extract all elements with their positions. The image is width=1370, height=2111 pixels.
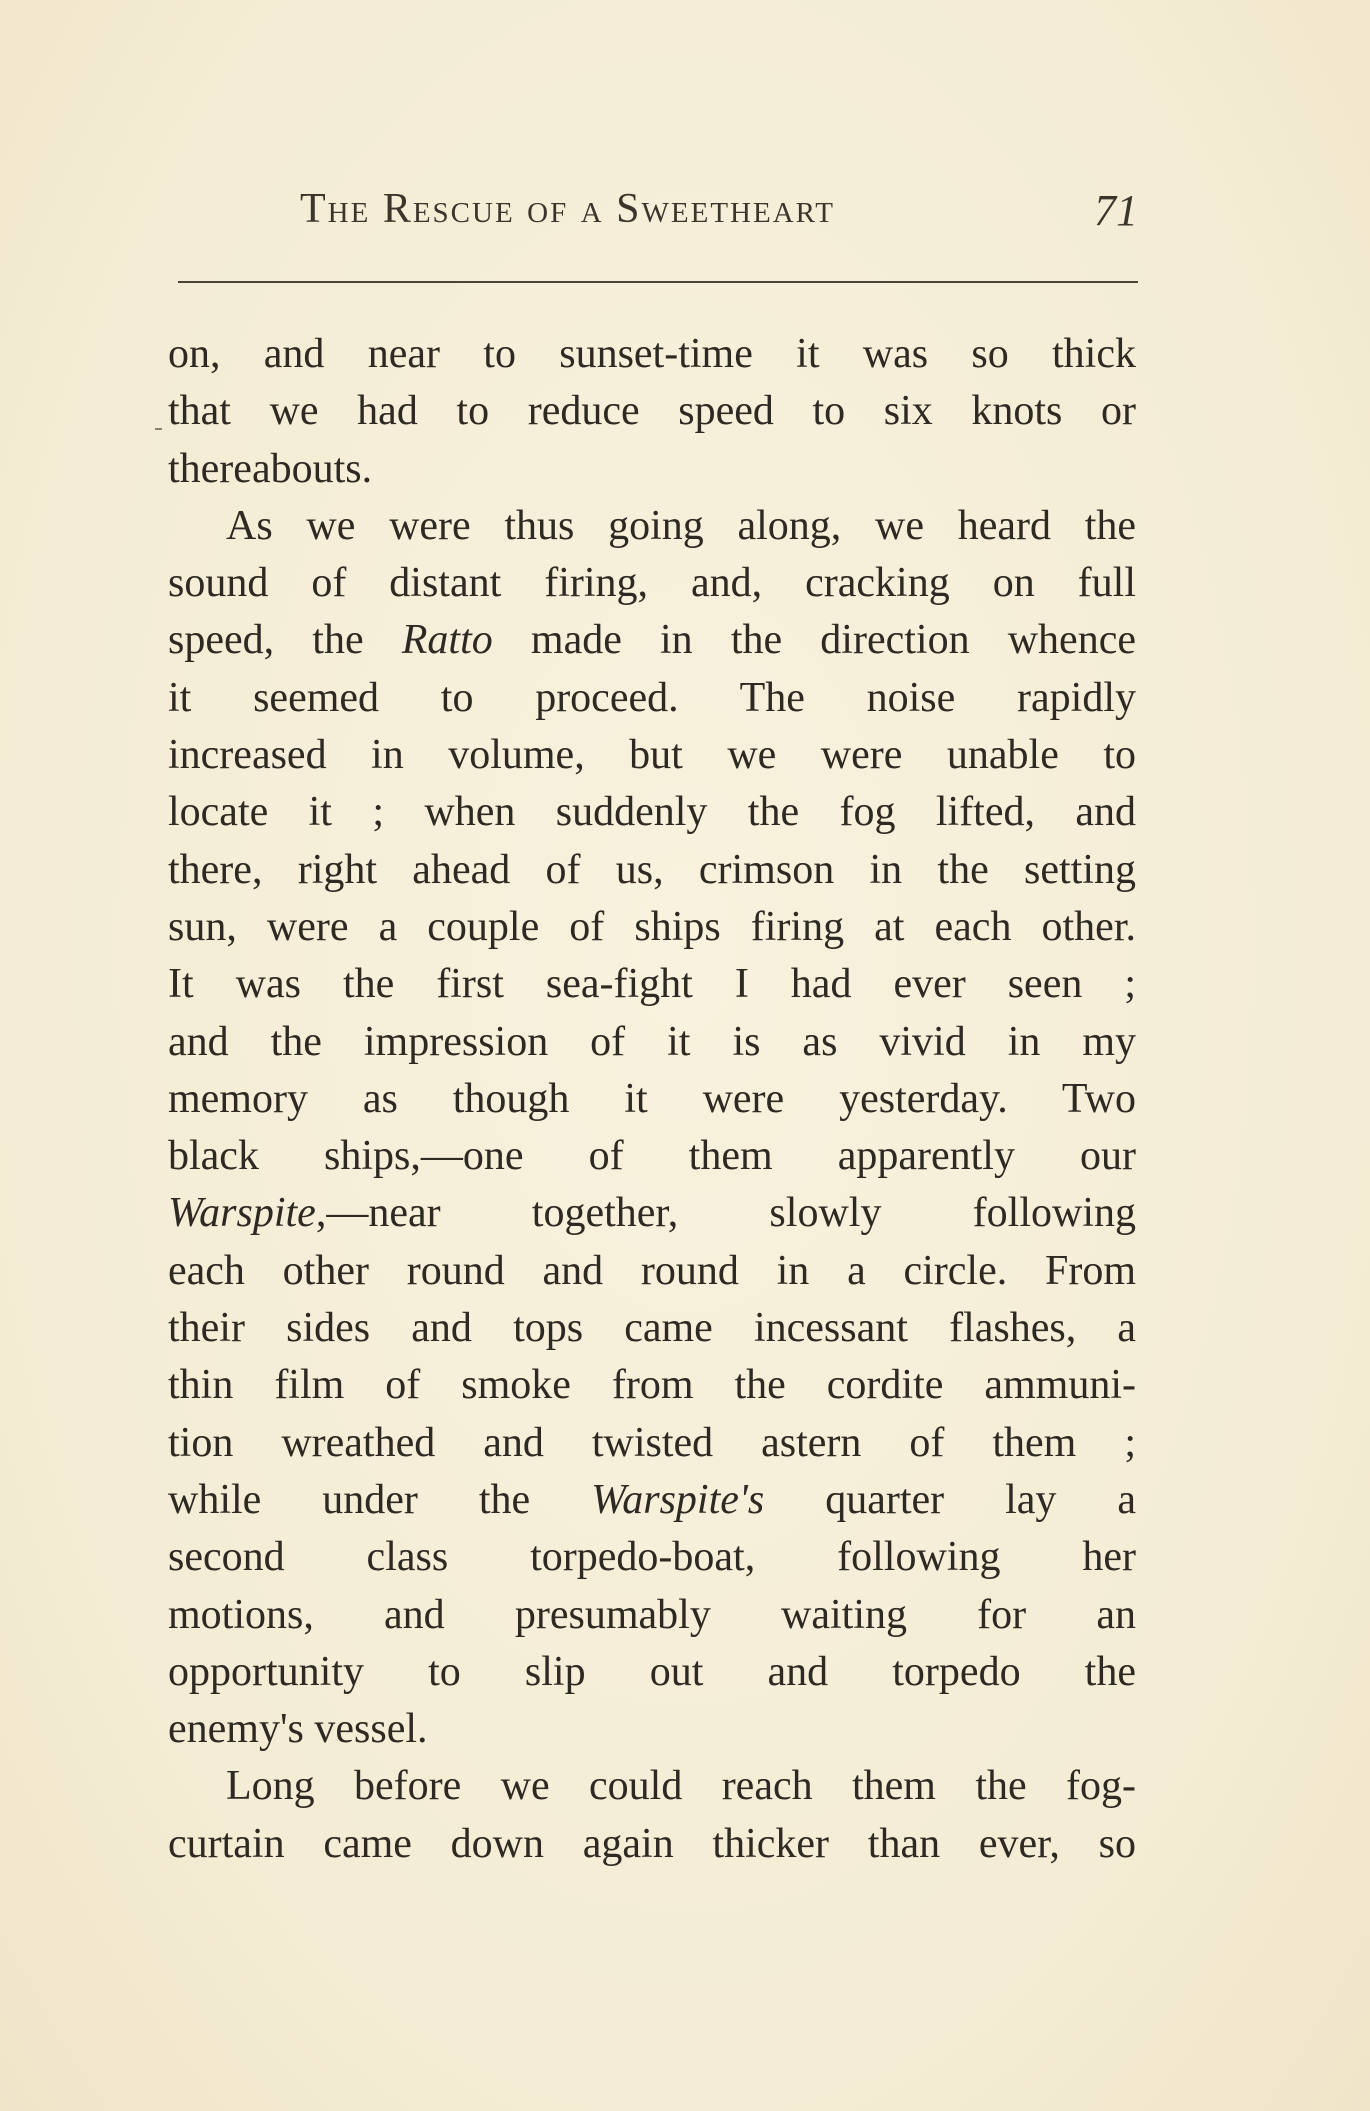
ship-name: Warspite — [168, 1190, 316, 1237]
text-line: As we were thus going along, we heard the — [226, 502, 1136, 549]
ship-name: Warspite's — [591, 1476, 765, 1523]
paper-speck — [155, 428, 162, 430]
text-line: Warspite,—near together, slowly following — [168, 1190, 1136, 1237]
text-line: enemy's vessel. — [168, 1706, 428, 1753]
text-line: while under the Warspite's quarter lay a — [168, 1476, 1136, 1523]
text-line: on, and near to sunset-time it was so thick — [168, 331, 1136, 377]
text-line: thereabouts. — [168, 445, 373, 492]
text-line: each other round and round in a circle. From — [168, 1247, 1136, 1294]
text-line: there, right ahead of us, crimson in the setting — [168, 846, 1136, 893]
text-line: locate it ; when suddenly the fog lifted, and — [168, 789, 1136, 836]
text-line: curtain came down again thicker than ever, so — [168, 1820, 1136, 1867]
text-line: sun, were a couple of ships firing at each other. — [168, 903, 1136, 950]
page-header — [300, 185, 1138, 235]
text-line: tion wreathed and twisted astern of them ; — [168, 1419, 1136, 1466]
header-rule — [178, 281, 1138, 283]
text-line: increased in volume, but we were unable to — [168, 732, 1136, 779]
text-line: second class torpedo-boat, following her — [168, 1534, 1136, 1581]
text-line: memory as though it were yesterday. Two — [168, 1075, 1136, 1122]
text-line: opportunity to slip out and torpedo the — [168, 1648, 1136, 1695]
text-line: It was the first sea-fight I had ever seen ; — [168, 961, 1136, 1008]
text-line: and the impression of it is as vivid in my — [168, 1018, 1136, 1065]
ship-name: Ratto — [401, 617, 493, 664]
page-number: 71 — [1094, 186, 1138, 235]
text-line: Long before we could reach them the fog- — [226, 1763, 1136, 1810]
text-line: sound of distant firing, and, cracking on full — [168, 560, 1136, 607]
text-line: motions, and presumably waiting for an — [168, 1591, 1136, 1638]
body-text — [168, 326, 1136, 1873]
text-line: speed, the Ratto made in the direction whence — [168, 617, 1136, 664]
text-line: it seemed to proceed. The noise rapidly — [168, 674, 1136, 721]
text-line: their sides and tops came incessant flashes, a — [168, 1305, 1136, 1352]
text-line: thin film of smoke from the cordite ammuni- — [168, 1362, 1136, 1409]
text-line: that we had to reduce speed to six knots or — [168, 388, 1136, 435]
running-title: The Rescue of a Sweetheart — [300, 186, 835, 232]
text-line: black ships,—one of them apparently our — [168, 1133, 1136, 1180]
